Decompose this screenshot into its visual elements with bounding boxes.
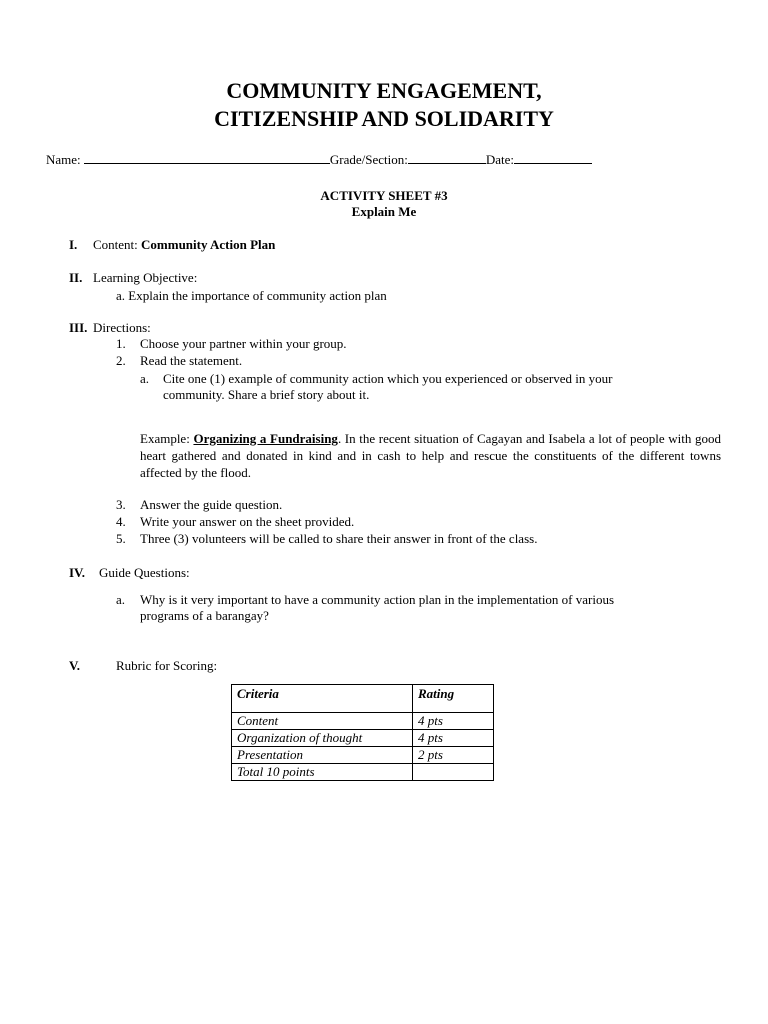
rubric-table bbox=[231, 684, 494, 781]
rubric-criteria-cell: Organization of thought bbox=[232, 730, 413, 747]
section-2-label: Learning Objective: bbox=[93, 270, 198, 285]
activity-subtitle: Explain Me bbox=[351, 204, 417, 219]
table-row bbox=[232, 764, 494, 781]
step-number: 3. bbox=[116, 497, 126, 512]
section-3-label: Directions: bbox=[93, 320, 151, 335]
section-1-label: Content: bbox=[93, 237, 138, 252]
step-text: Three (3) volunteers will be called to share their answer in front of the class. bbox=[140, 531, 538, 546]
rubric-header-row bbox=[232, 685, 494, 713]
table-row bbox=[232, 730, 494, 747]
rubric-header-criteria: Criteria bbox=[232, 685, 413, 713]
section-2-number: II. bbox=[69, 270, 83, 285]
date-blank[interactable] bbox=[514, 151, 592, 164]
step-text: Choose your partner within your group. bbox=[140, 336, 347, 351]
rubric-criteria-cell: Presentation bbox=[232, 747, 413, 764]
rubric-header-rating: Rating bbox=[413, 685, 494, 713]
example-heading: Organizing a Fundraising bbox=[193, 431, 338, 446]
title-line-1: COMMUNITY ENGAGEMENT, bbox=[226, 78, 542, 103]
section-1-value: Community Action Plan bbox=[141, 237, 276, 252]
sub-item-number: a. bbox=[140, 371, 150, 386]
section-1-content bbox=[93, 237, 275, 253]
step-text: Read the statement. bbox=[140, 353, 243, 368]
rubric-rating-cell[interactable] bbox=[413, 764, 494, 781]
example-label: Example: bbox=[140, 431, 190, 446]
sub-item-line-1: Cite one (1) example of community action which you experienced or observed in your bbox=[163, 371, 613, 386]
grade-blank[interactable] bbox=[408, 151, 486, 164]
table-row bbox=[232, 713, 494, 730]
rubric-criteria-cell: Content bbox=[232, 713, 413, 730]
rubric-criteria-cell: Total 10 points bbox=[232, 764, 413, 781]
name-label: Name: bbox=[46, 152, 81, 167]
title-line-2: CITIZENSHIP AND SOLIDARITY bbox=[214, 106, 554, 131]
section-3-number: III. bbox=[69, 320, 88, 335]
step-number: 5. bbox=[116, 531, 126, 546]
grade-label: Grade/Section: bbox=[329, 152, 408, 167]
step-number: 4. bbox=[116, 514, 126, 529]
rubric-rating-cell: 4 pts bbox=[413, 730, 494, 747]
header-fields bbox=[46, 151, 592, 168]
table-row bbox=[232, 747, 494, 764]
section-1-number: I. bbox=[69, 237, 78, 252]
sub-item-line-2: community. Share a brief story about it. bbox=[163, 387, 370, 402]
example-text: . In the recent situation of Cagayan and Isabela a lot of people with good heart gathered and donated in kind and in cash to help and rescue the constituents of the different towns affected by the flood. bbox=[140, 431, 722, 480]
step-text: Answer the guide question. bbox=[140, 497, 283, 512]
rubric-rating-cell: 2 pts bbox=[413, 747, 494, 764]
section-5-label: Rubric for Scoring: bbox=[116, 658, 218, 673]
name-blank[interactable] bbox=[84, 151, 330, 164]
question-line-2: programs of a barangay? bbox=[140, 608, 269, 623]
question-number: a. bbox=[116, 592, 126, 607]
section-5-number: V. bbox=[69, 658, 80, 673]
section-4-number: IV. bbox=[69, 565, 86, 580]
question-line-1: Why is it very important to have a community action plan in the implementation of various bbox=[140, 592, 615, 607]
step-number: 1. bbox=[116, 336, 126, 351]
section-4-label: Guide Questions: bbox=[99, 565, 190, 580]
example-paragraph bbox=[140, 430, 721, 481]
step-text: Write your answer on the sheet provided. bbox=[140, 514, 355, 529]
step-number: 2. bbox=[116, 353, 126, 368]
rubric-rating-cell: 4 pts bbox=[413, 713, 494, 730]
date-label: Date: bbox=[485, 152, 515, 167]
activity-title: ACTIVITY SHEET #3 bbox=[320, 188, 448, 203]
section-2-item: a. Explain the importance of community action plan bbox=[116, 288, 387, 303]
